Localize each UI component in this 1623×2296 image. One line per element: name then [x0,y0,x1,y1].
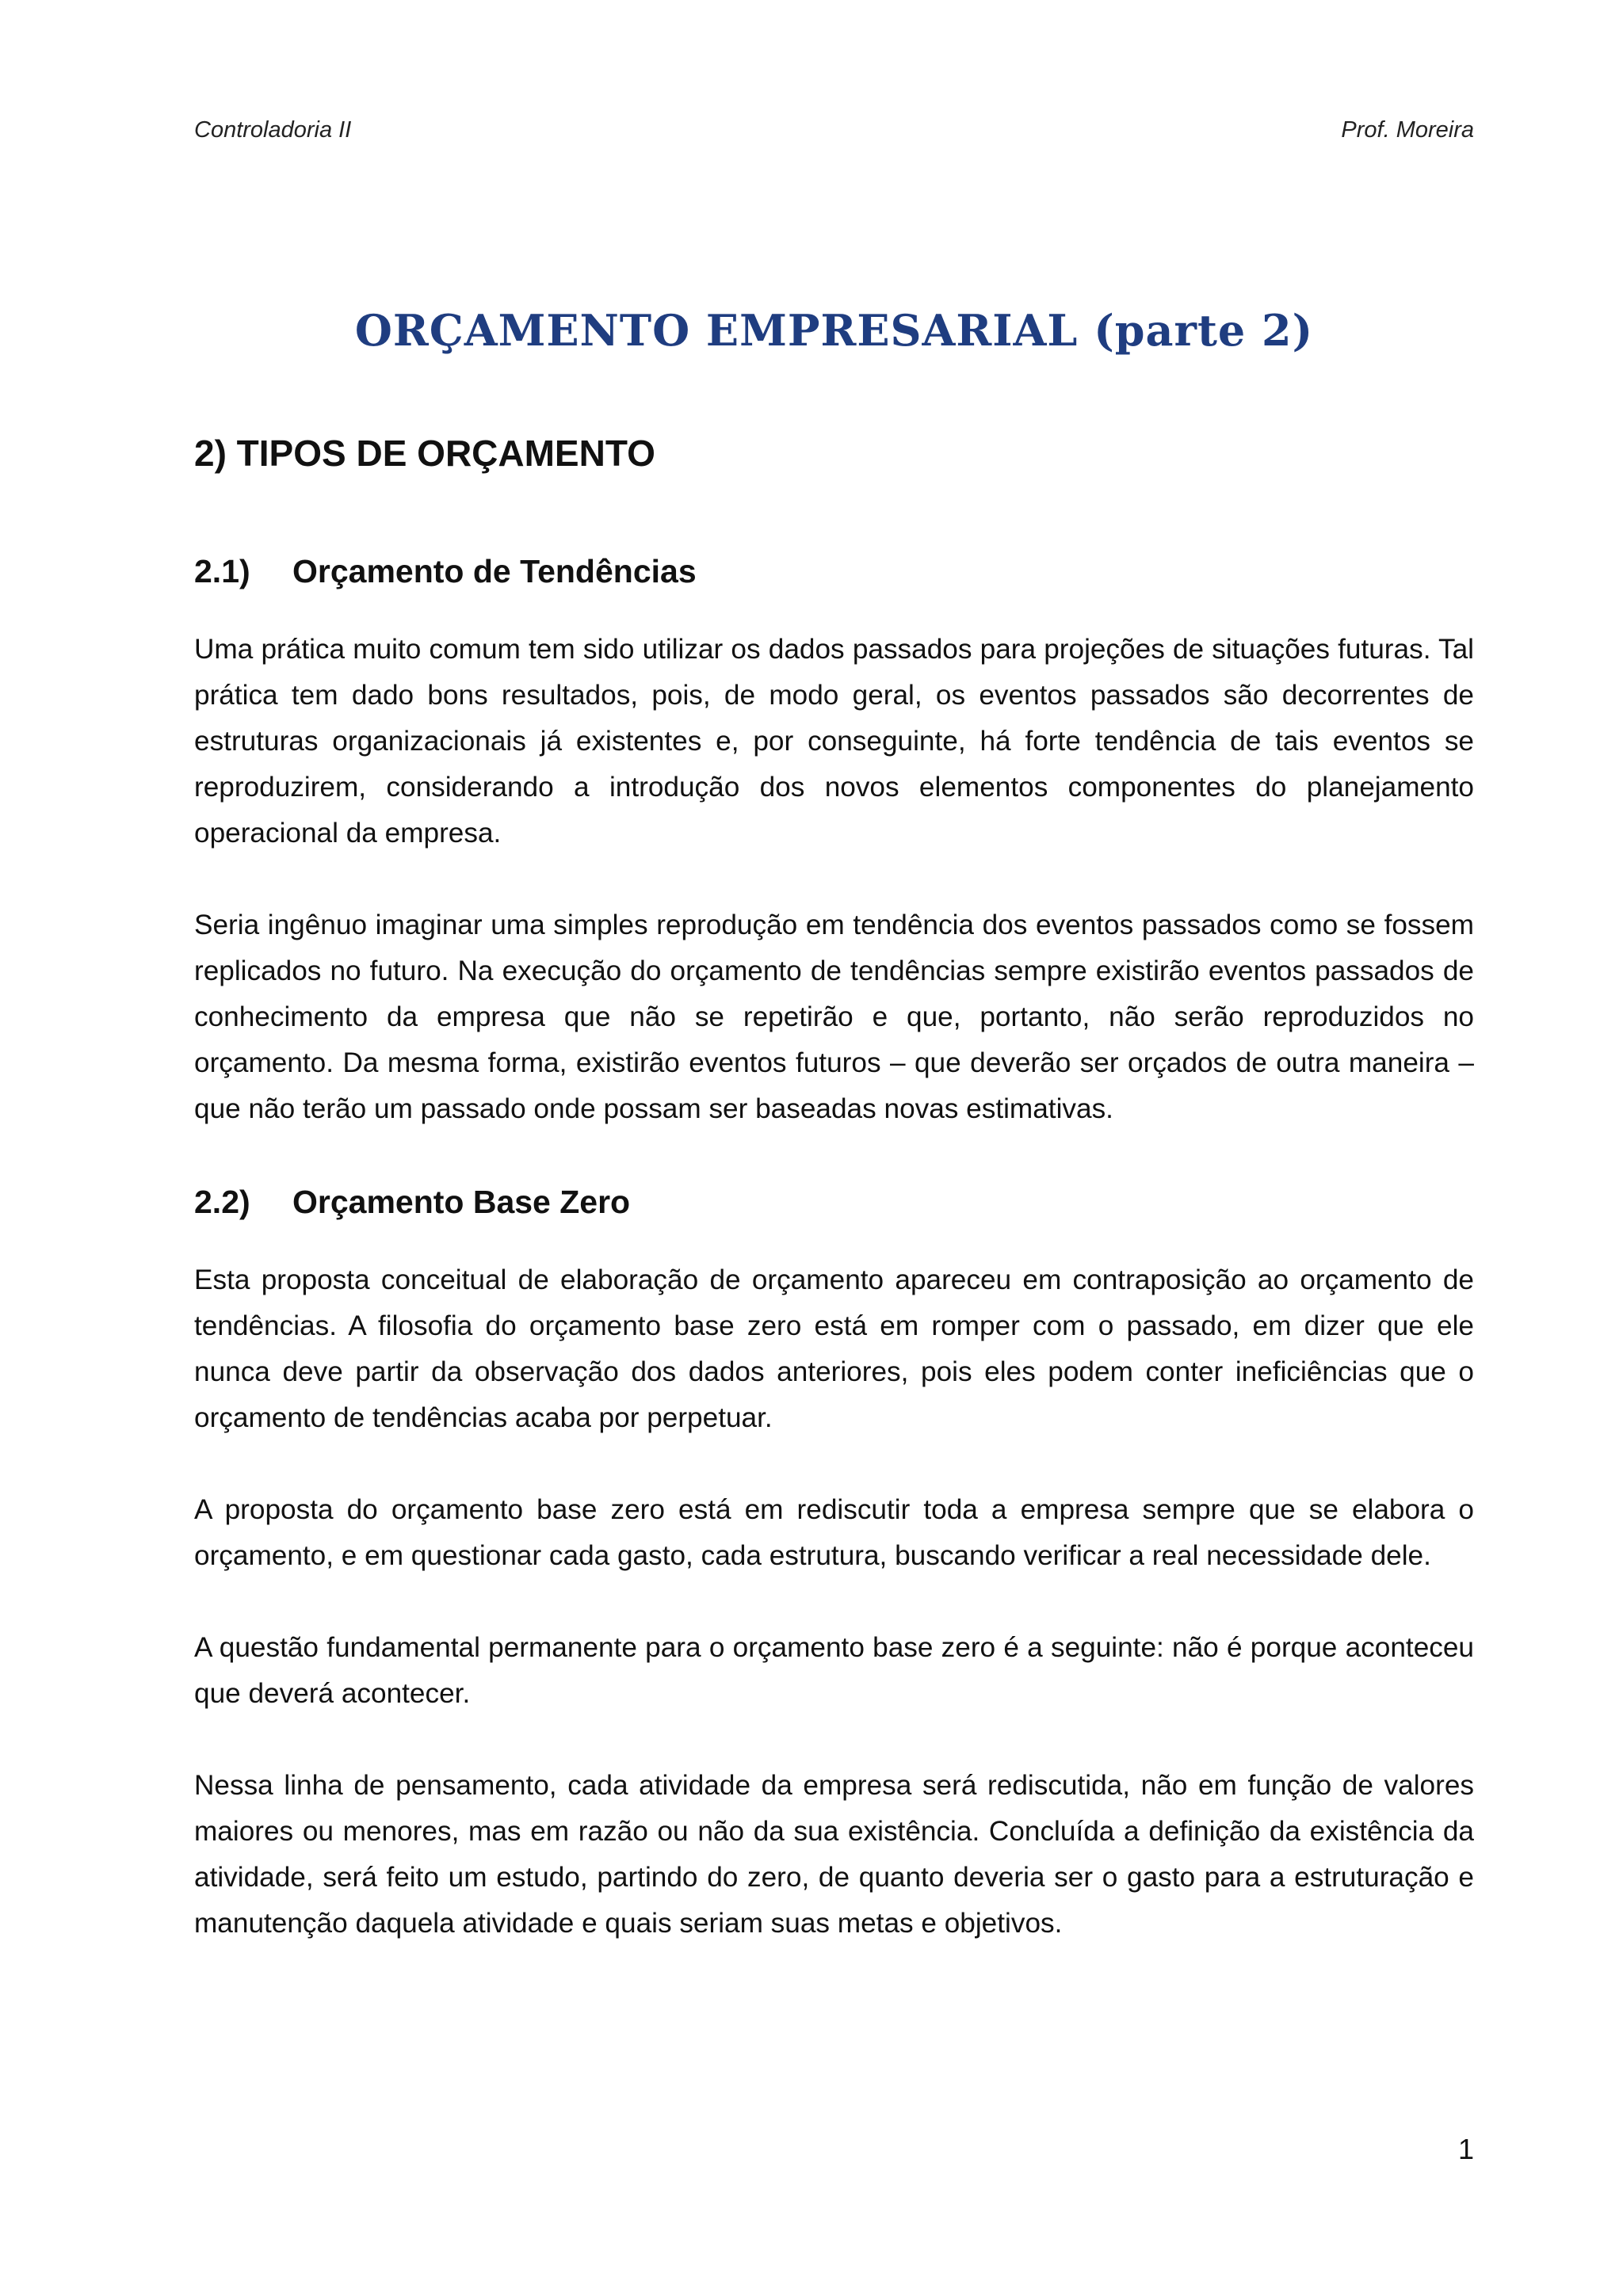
paragraph: Seria ingênuo imaginar uma simples reprodução em tendência dos eventos passados como se fossem replicados no futuro. Na execução do orçamento de tendências sempre existirão eventos passados de conhecimento da empresa que não se repetirão e que, portanto, não serão reproduzidos no orçamento. Da mesma forma, existirão eventos futuros – que deverão ser orçados de outra maneira – que não terão um passado onde possam ser baseadas novas estimativas. [194,910,1474,1124]
subsection-heading-trends [194,547,1474,595]
subsection-number: 2.2) [194,1184,250,1220]
paragraph: Esta proposta conceitual de elaboração de orçamento apareceu em contraposição ao orçamento de tendências. A filosofia do orçamento base zero está em romper com o passado, em dizer que ele nunca deve partir da observação dos dados anteriores, pois eles podem conter ineficiências que o orçamento de tendências acaba por perpetuar. [194,1264,1474,1433]
paragraph: Uma prática muito comum tem sido utilizar os dados passados para projeções de situações futuras. Tal prática tem dado bons resultados, pois, de modo geral, os eventos passados são decorrentes de estruturas organizacionais já existentes e, por conseguinte, há forte tendência de tais eventos se reproduzirem, considerando a introdução dos novos elementos componentes do planejamento operacional da empresa. [194,634,1474,849]
header-author: Prof. Moreira [1341,117,1474,143]
subsection-heading-zero-base [194,1178,1474,1226]
paragraph: A questão fundamental permanente para o orçamento base zero é a seguinte: não é porque aconteceu que deverá acontecer. [194,1632,1474,1709]
paragraph: A proposta do orçamento base zero está em rediscutir toda a empresa sempre que se elabora o orçamento, e em questionar cada gasto, cada estrutura, buscando verificar a real necessidade dele. [194,1494,1474,1571]
section-heading: 2) TIPOS DE ORÇAMENTO [194,433,655,474]
header-course-name: Controladoria II [194,117,352,143]
subsection-number: 2.1) [194,553,250,589]
subsection-title: Orçamento de Tendências [292,553,697,589]
page-number: 1 [1457,2133,1474,2165]
paragraph: Nessa linha de pensamento, cada atividade da empresa será rediscutida, não em função de valores maiores ou menores, mas em razão ou não da sua existência. Concluída a definição da existência da atividade, será feito um estudo, partindo do zero, de quanto deveria ser o gasto para a estruturação e manutenção daquela atividade e quais seriam suas metas e objetivos. [194,1770,1474,1939]
page-header [194,117,1474,149]
document-title: ORÇAMENTO EMPRESARIAL (parte 2) [354,305,1314,356]
subsection-title: Orçamento Base Zero [292,1184,631,1220]
document-body [194,424,1474,1947]
